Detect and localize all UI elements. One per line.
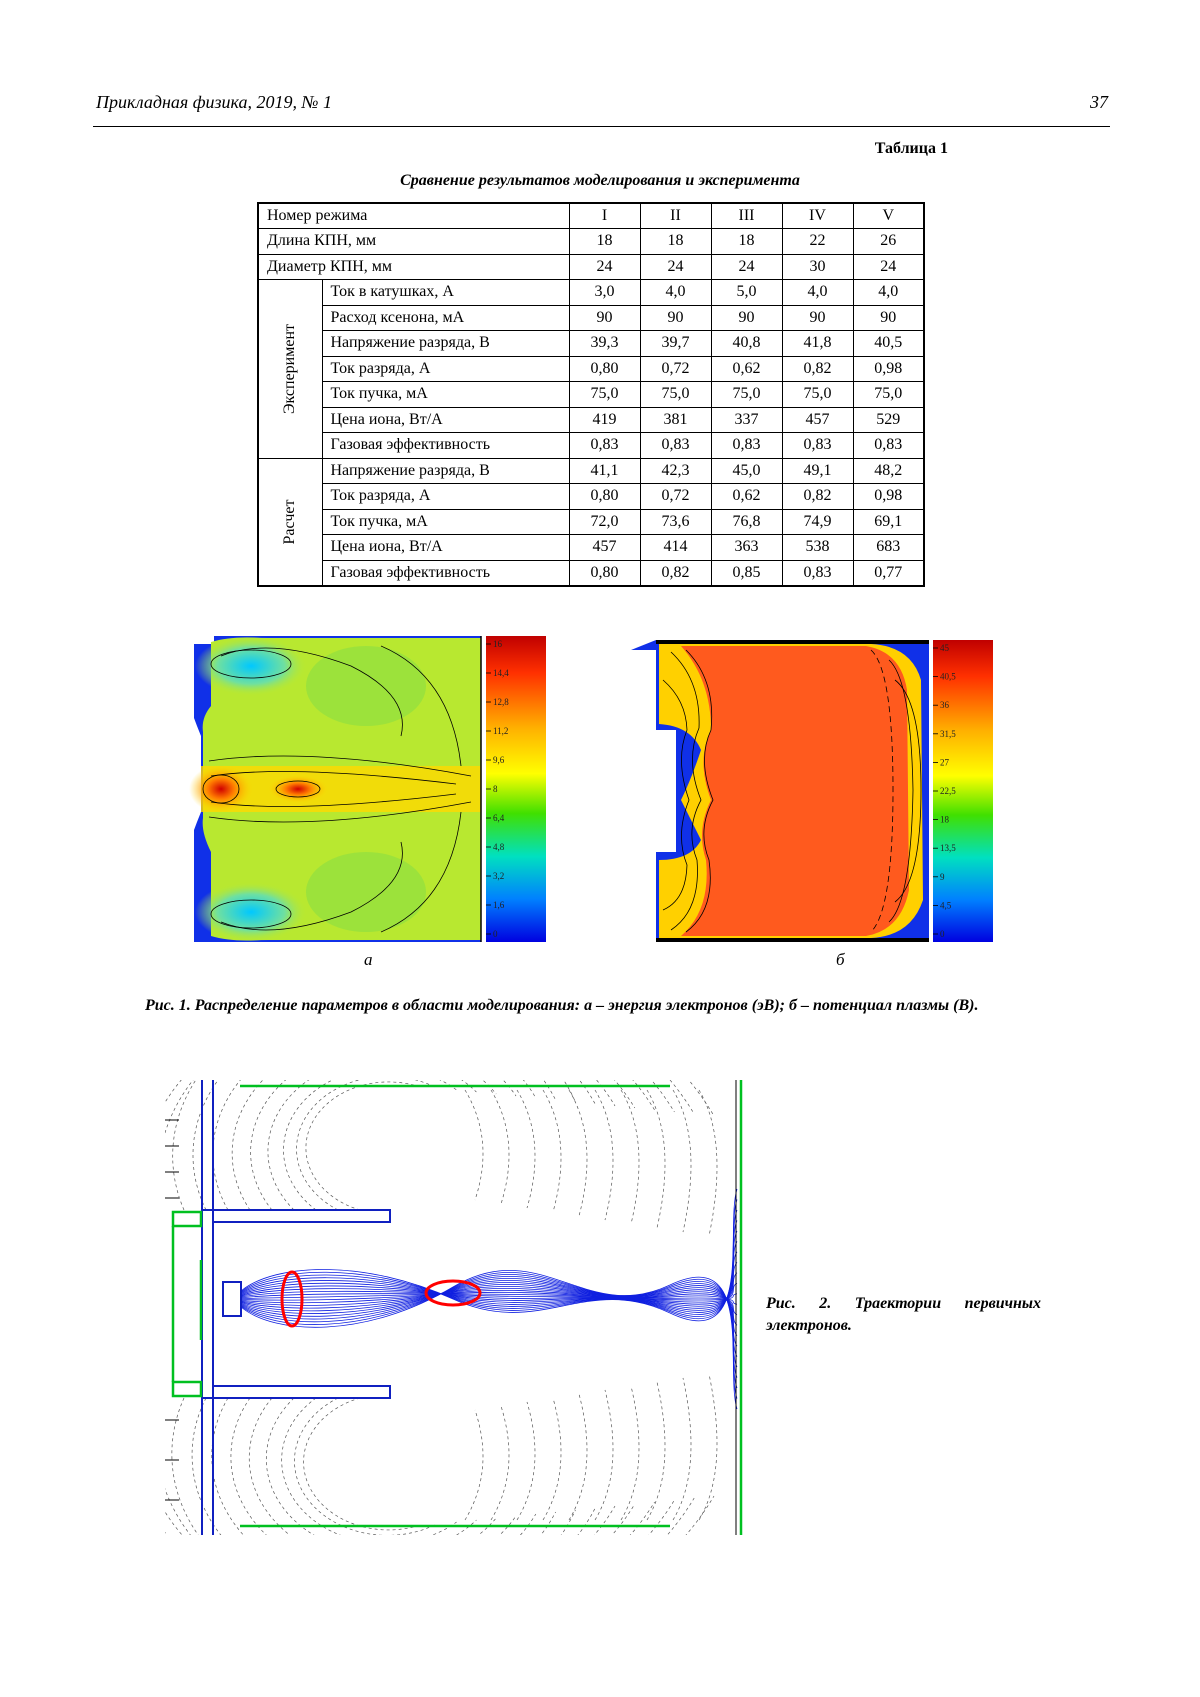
colorbar-tick-label: 9: [940, 871, 945, 882]
table-cell: 41,1: [569, 458, 640, 484]
mode-header-cell: I: [569, 203, 640, 229]
table-cell: 0,77: [853, 560, 924, 586]
row-label: Ток пучка, мА: [322, 382, 569, 408]
colorbar-tick-label: 1,6: [493, 900, 505, 910]
table-caption: Сравнение результатов моделирования и эксперимента: [400, 172, 800, 189]
table-cell: 18: [640, 229, 711, 255]
experiment-group-label: Эксперимент: [281, 323, 299, 414]
table-cell: 5,0: [711, 280, 782, 306]
table-cell: 0,82: [640, 560, 711, 586]
table-cell: 90: [711, 305, 782, 331]
table-cell: 48,2: [853, 458, 924, 484]
colorbar-tick-label: 40,5: [940, 671, 956, 682]
table-cell: 0,83: [853, 433, 924, 459]
mode-header-cell: II: [640, 203, 711, 229]
mode-header-cell: III: [711, 203, 782, 229]
row-label: Ток в катушках, А: [322, 280, 569, 306]
table-cell: 381: [640, 407, 711, 433]
row-label: Расход ксенона, мА: [322, 305, 569, 331]
colorbar-tick-label: 31,5: [940, 728, 956, 739]
table-cell: 41,8: [782, 331, 853, 357]
table-cell: 457: [569, 535, 640, 561]
table-row: [258, 458, 924, 484]
table-cell: 683: [853, 535, 924, 561]
table-row: [258, 433, 924, 459]
row-label: Ток пучка, мА: [322, 509, 569, 535]
colorbar-tick-label: 8: [493, 784, 498, 794]
colorbar-tick-label: 9,6: [493, 755, 505, 765]
table-cell: 69,1: [853, 509, 924, 535]
table-cell: 39,7: [640, 331, 711, 357]
table-cell: 0,80: [569, 484, 640, 510]
table-cell: 49,1: [782, 458, 853, 484]
figure-1a-electron-energy-map: [151, 636, 546, 942]
calculation-group-label: Расчет: [281, 499, 299, 544]
figure-2-electron-trajectories: [165, 1080, 750, 1535]
table-cell: 0,72: [640, 356, 711, 382]
table-cell: 0,62: [711, 356, 782, 382]
comparison-table: [257, 202, 925, 587]
table-cell: 40,8: [711, 331, 782, 357]
table-cell: 18: [569, 229, 640, 255]
table-cell: 76,8: [711, 509, 782, 535]
running-head: Прикладная физика, 2019, № 1: [96, 92, 332, 112]
table-cell: 75,0: [853, 382, 924, 408]
table-cell: 73,6: [640, 509, 711, 535]
table-row: [258, 382, 924, 408]
row-label: Газовая эффективность: [322, 433, 569, 459]
table-cell: 42,3: [640, 458, 711, 484]
calculation-group-cell: [258, 458, 322, 586]
table-cell: 363: [711, 535, 782, 561]
table-row: [258, 280, 924, 306]
table-cell: 3,0: [569, 280, 640, 306]
table-cell: 529: [853, 407, 924, 433]
colorbar-tick-label: 27: [940, 757, 949, 768]
table-cell: 22: [782, 229, 853, 255]
table-cell: 0,82: [782, 484, 853, 510]
table-cell: 337: [711, 407, 782, 433]
colorbar-tick-label: 13,5: [940, 843, 956, 854]
table-cell: 90: [782, 305, 853, 331]
table-cell: 4,0: [640, 280, 711, 306]
row-label: Ток разряда, А: [322, 484, 569, 510]
table-cell: 414: [640, 535, 711, 561]
table-cell: 457: [782, 407, 853, 433]
table-cell: 90: [853, 305, 924, 331]
experiment-group-cell: [258, 280, 322, 459]
colorbar-tick-label: 18: [940, 814, 949, 825]
table-cell: 18: [711, 229, 782, 255]
table-row: [258, 254, 924, 280]
page-number: 37: [1090, 92, 1108, 112]
table-cell: 0,83: [782, 560, 853, 586]
mode-header-cell: IV: [782, 203, 853, 229]
figure-1b-label: б: [836, 950, 845, 969]
figure-1-caption: Рис. 1. Распределение параметров в области моделирования: а – энергия электронов (эВ); б – потенциал плазмы (В).: [145, 997, 979, 1014]
row-label: Цена иона, Вт/А: [322, 407, 569, 433]
colorbar-tick-label: 4,8: [493, 842, 505, 852]
table-cell: 24: [640, 254, 711, 280]
colorbar-tick-label: 22,5: [940, 786, 956, 796]
table-cell: 30: [782, 254, 853, 280]
table-row: [258, 331, 924, 357]
colorbar-tick-label: 3,2: [493, 871, 505, 881]
table-cell: 0,98: [853, 356, 924, 382]
table-row: [258, 509, 924, 535]
row-label: Ток разряда, А: [322, 356, 569, 382]
table-cell: 26: [853, 229, 924, 255]
row-label: Диаметр КПН, мм: [258, 254, 569, 280]
table-cell: 24: [853, 254, 924, 280]
table-cell: 0,83: [569, 433, 640, 459]
table-cell: 90: [640, 305, 711, 331]
table-row: [258, 356, 924, 382]
table-cell: 39,3: [569, 331, 640, 357]
row-label: Напряжение разряда, В: [322, 331, 569, 357]
table-row: [258, 407, 924, 433]
colorbar-tick-label: 36: [940, 700, 949, 711]
colorbar-tick-label: 4,5: [940, 900, 952, 911]
table-header-row: [258, 203, 924, 229]
colorbar-tick-label: 16: [493, 639, 502, 649]
table-row: [258, 560, 924, 586]
colorbar-tick-label: 12,8: [493, 697, 509, 707]
table-cell: 90: [569, 305, 640, 331]
mode-header-cell: V: [853, 203, 924, 229]
colorbar-tick-label: 45: [940, 643, 949, 653]
colorbar-tick-label: 14,4: [493, 668, 509, 678]
colorbar-tick-label: 0: [493, 929, 498, 939]
figure-1a-label: а: [364, 950, 373, 969]
header-rule: [93, 126, 1110, 127]
table-cell: 75,0: [711, 382, 782, 408]
row-label: Газовая эффективность: [322, 560, 569, 586]
table-cell: 40,5: [853, 331, 924, 357]
colorbar-tick-label: 0: [940, 929, 945, 939]
table-cell: 419: [569, 407, 640, 433]
table-cell: 0,83: [640, 433, 711, 459]
row-label: Длина КПН, мм: [258, 229, 569, 255]
table-cell: 24: [569, 254, 640, 280]
table-cell: 4,0: [853, 280, 924, 306]
table-cell: 538: [782, 535, 853, 561]
table-label: Таблица 1: [874, 140, 948, 157]
table-cell: 75,0: [782, 382, 853, 408]
table-row: [258, 229, 924, 255]
table-cell: 75,0: [569, 382, 640, 408]
table-cell: 0,72: [640, 484, 711, 510]
row-label: Цена иона, Вт/А: [322, 535, 569, 561]
table-cell: 45,0: [711, 458, 782, 484]
figure-1b-plasma-potential-map: [631, 640, 1028, 942]
table-cell: 0,82: [782, 356, 853, 382]
table-cell: 0,62: [711, 484, 782, 510]
table-cell: 0,83: [711, 433, 782, 459]
table-cell: 0,83: [782, 433, 853, 459]
table-cell: 74,9: [782, 509, 853, 535]
table-cell: 0,85: [711, 560, 782, 586]
table-cell: 24: [711, 254, 782, 280]
table-row: [258, 484, 924, 510]
table-row: [258, 535, 924, 561]
table-cell: 0,80: [569, 356, 640, 382]
table-cell: 72,0: [569, 509, 640, 535]
table-cell: 75,0: [640, 382, 711, 408]
colorbar-tick-label: 11,2: [493, 726, 509, 736]
figure-2-caption: Рис. 2. Траектории первичных электронов.: [766, 1295, 1041, 1334]
modes-header: Номер режима: [258, 203, 569, 229]
table-cell: 0,80: [569, 560, 640, 586]
row-label: Напряжение разряда, В: [322, 458, 569, 484]
table-row: [258, 305, 924, 331]
colorbar-tick-label: 6,4: [493, 813, 505, 823]
table-cell: 4,0: [782, 280, 853, 306]
table-cell: 0,98: [853, 484, 924, 510]
table-body: [258, 203, 924, 586]
